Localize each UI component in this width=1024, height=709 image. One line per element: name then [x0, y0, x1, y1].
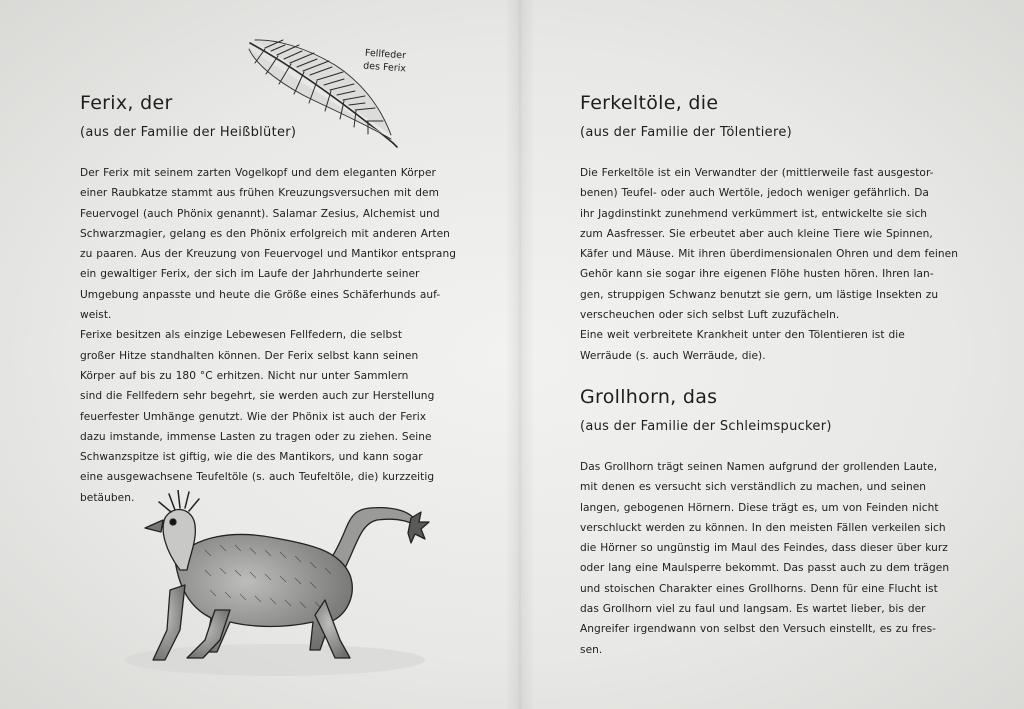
body-line: benen) Teufel- oder auch Wertöle, jedoch weniger gefährlich. Da: [580, 187, 929, 200]
entry-body-ferkeltoele: [580, 163, 980, 366]
body-line: betäuben.: [80, 491, 135, 504]
body-line: die Hörner so ungünstig im Maul des Feindes, dass dieser über kurz: [580, 542, 948, 555]
body-line: Schwarzmagier, gelang es den Phönix erfolgreich mit anderen Arten: [80, 227, 450, 240]
body-line: Feuervogel (auch Phönix genannt). Salamar Zesius, Alchemist und: [80, 207, 440, 220]
body-line: langen, gebogenen Hörnern. Diese trägt es, um von Feinden nicht: [580, 501, 939, 514]
body-line: Das Grollhorn trägt seinen Namen aufgrund der grollenden Laute,: [580, 461, 938, 473]
entry-body-ferix: [80, 163, 470, 508]
body-line: Werräude (s. auch Werräude, die).: [580, 349, 766, 362]
body-line: Angreifer irgendwann von selbst den Versuch einstellt, es zu fres-: [580, 623, 937, 636]
body-line: Umgebung anpasste und heute die Größe eines Schäferhunds auf-: [80, 288, 441, 301]
ferix-illustration: [125, 490, 445, 695]
body-line: Eine weit verbreitete Krankheit unter den Tölentieren ist die: [580, 329, 905, 342]
body-line: oder lang eine Maulsperre bekommt. Das passt auch zu dem trägen: [580, 562, 950, 575]
body-line: Käfer und Mäuse. Mit ihren überdimensionalen Ohren und dem feinen: [580, 248, 958, 261]
body-line: sen.: [580, 643, 603, 656]
body-line: feuerfester Umhänge genutzt. Wie der Phönix ist auch der Ferix: [80, 410, 427, 423]
body-line: verscheuchen oder sich selbst Luft zuzufächeln.: [580, 309, 840, 322]
body-line: Der Ferix mit seinem zarten Vogelkopf und dem eleganten Körper: [80, 167, 436, 179]
body-line: Gehör kann sie sogar ihre eigenen Flöhe husten hören. Ihren lan-: [580, 268, 934, 281]
entry-family-ferix: (aus der Familie der Heißblüter): [80, 125, 297, 140]
body-line: mit denen es versucht sich verständlich zu machen, und seinen: [580, 481, 927, 494]
body-line: verschluckt werden zu können. In den meisten Fällen verkeilen sich: [580, 521, 946, 534]
entry-title-ferkeltoele: Ferkeltöle, die: [580, 92, 719, 114]
body-line: gen, struppigen Schwanz benutzt sie gern, um lästige Insekten zu: [580, 288, 939, 301]
body-line: ein gewaltiger Ferix, der sich im Laufe der Jahrhunderte seiner: [80, 268, 420, 281]
body-line: zum Aasfresser. Sie erbeutet aber auch kleine Tiere wie Spinnen,: [580, 227, 933, 240]
body-line: zu paaren. Aus der Kreuzung von Feuervogel und Mantikor entsprang: [80, 248, 456, 261]
body-line: dazu imstande, immense Lasten zu tragen oder zu ziehen. Seine: [80, 430, 432, 443]
body-line: das Grollhorn viel zu faul und langsam. Es wartet lieber, bis der: [580, 603, 926, 616]
body-line: einer Raubkatze stammt aus frühen Kreuzungsversuchen mit dem: [80, 187, 439, 200]
body-line: Körper auf bis zu 180 °C erhitzen. Nicht nur unter Sammlern: [80, 369, 409, 382]
right-page: [580, 0, 980, 709]
entry-body-grollhorn: [580, 457, 980, 660]
body-line: eine ausgewachsene Teufeltöle (s. auch Teufeltöle, die) kurzzeitig: [80, 471, 435, 484]
entry-family-ferkeltoele: (aus der Familie der Tölentiere): [580, 125, 792, 140]
entry-family-grollhorn: (aus der Familie der Schleimspucker): [580, 419, 832, 434]
feather-caption-line-1: Fellfeder: [364, 47, 407, 62]
body-line: Schwanzspitze ist giftig, wie die des Mantikors, und kann sogar: [80, 451, 423, 464]
body-line: großer Hitze standhalten können. Der Ferix selbst kann seinen: [80, 349, 419, 362]
body-line: Die Ferkeltöle ist ein Verwandter der (mittlerweile fast ausgestor-: [580, 167, 934, 179]
feather-caption-line-2: des Ferix: [362, 60, 407, 75]
body-line: ihr Jagdinstinkt zunehmend verkümmert ist, entwickelte sie sich: [580, 207, 928, 220]
entry-title-ferix: Ferix, der: [80, 92, 173, 114]
body-line: weist.: [80, 309, 112, 322]
book-gutter: [505, 0, 535, 709]
body-line: sind die Fellfedern sehr begehrt, sie werden auch zur Herstellung: [80, 390, 435, 403]
entry-title-grollhorn: Grollhorn, das: [580, 386, 718, 408]
body-line: Ferixe besitzen als einzige Lebewesen Fellfedern, die selbst: [80, 329, 403, 342]
body-line: und stoischen Charakter eines Grollhorns. Denn für eine Flucht ist: [580, 582, 938, 595]
